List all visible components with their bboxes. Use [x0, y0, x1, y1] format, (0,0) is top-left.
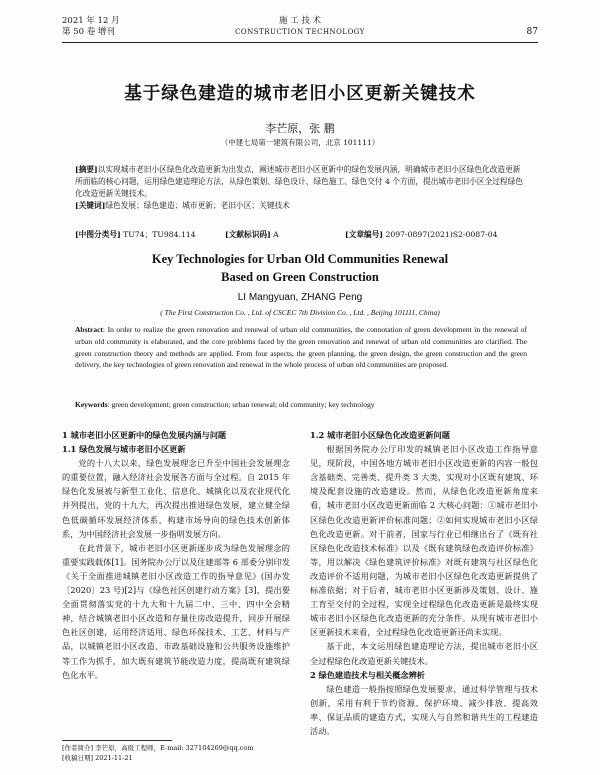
clc-label: [中图分类号]	[75, 230, 121, 239]
article-no-label: [文章编号]	[345, 230, 384, 239]
page-number: 87	[526, 27, 538, 37]
abstract-en	[75, 324, 527, 371]
received-date: [收稿日期] 2021-11-21	[62, 754, 133, 762]
journal-name-en: CONSTRUCTION TECHNOLOGY	[235, 28, 365, 36]
header-rule	[62, 42, 538, 43]
paragraph: 根据国务院办公厅印发的城镇老旧小区改造工作指导意见，现阶段，中国各地方城市老旧小区改造更新的内容一般包含基础类、完善类、提升类 3 大类，实现对小区既有建筑、环境及配套设施的改造建设。然而，从绿色化改造更新角度来看，城市老旧小区改造更新面临 2 大核心问题：①城市老旧小区绿色化改造更新评价标准问题；②如何实现城市老旧小区绿色化改造更新。对于前者，国家与行业已相继出台了《既有社区绿色化改造技术标准》以及《既有建筑绿色改造评价标准》等，用以解决《绿色建筑评价标准》对既有建筑与社区绿色化改造评价不适用问题，为城市老旧小区绿色化改造更新提供了标准依据；对于后者，城市老旧小区更新涉及策划、设计、施工育至交付的全过程，实现全过程绿色化改造更新是最终实现城市老旧小区绿色化改造更新的充分条件。从现有城市老旧小区更新技术来看，全过程绿色化改造更新还尚未实现。	[310, 444, 538, 638]
header-issue	[62, 16, 120, 38]
authors-cn: 李芒原，张 鹏	[265, 122, 335, 135]
title-en-line2: Based on Green Construction	[221, 270, 379, 284]
paragraph: 基于此，本文运用绿色建造理论方法，提出城市老旧小区全过程绿色化改造更新关键技术。	[310, 641, 538, 666]
section-1-2-heading: 1.2 城市老旧小区绿色化改造更新问题	[310, 430, 450, 440]
keywords-en	[75, 400, 527, 409]
author-note: [作者简介] 李芒原，高级工程师，E-mail: 327104269@qq.com	[62, 744, 254, 752]
header-journal	[200, 16, 400, 38]
abstract-cn-text: 以实现城市老旧小区绿色化改造更新为出发点，阐述城市老旧小区更新中的绿色发展内涵，明确城市老旧小区绿色化改造更新所面临的核心问题，运用绿色建造理论方法，从绿色策划、绿色设计、绿色施工、绿色交付 4 个方面，提出城市老旧小区全过程绿色化改造更新关键技术。	[75, 165, 523, 198]
abstract-en-label: Abstract	[75, 325, 103, 334]
affiliation-cn: （中建七局第一建筑有限公司，北京 101111）	[220, 138, 380, 147]
abstract-en-text: : In order to realize the green renovation and renewal of urban old communities, the connotation of green development in the renewal of urban old community is elaborated, and the core problems faced by the green renovation and renewal of urban old communities are clarified. The green construction theory and methods are applied. From four aspects, the green planning, the green design, the green construction and the green delivery, the key technologies of green renovation and renewal in the whole process of urban old communities are proposed.	[75, 325, 527, 370]
keywords-en-label: Keywords	[75, 400, 108, 409]
doc-code-value: A	[273, 230, 279, 239]
title-en-line1: Key Technologies for Urban Old Communities Renewal	[151, 252, 449, 266]
abstract-cn-label: [摘要]	[75, 165, 98, 174]
abstract-cn	[75, 164, 527, 212]
keywords-cn-text: 绿色发展；绿色建造；城市更新；老旧小区；关键技术	[105, 201, 290, 210]
journal-name-cn: 施 工 技 术	[278, 16, 322, 26]
body-right-column	[310, 428, 538, 738]
body-left-column	[62, 428, 290, 682]
paragraph: 党的十八大以来，绿色发展理念已升至中国社会发展理念的重要位置，融入经济社会发展各方面与全过程。自 2015 年绿色化发展被与新型工业化、信息化、城镇化以及农业现代化并列提出，党的十九大，再次提出推进绿色发展，建立健全绿色低碳循环发展经济体系，构建市场导向的绿色技术创新体系，为中国经济社会发展一步指明发展方向。	[62, 458, 290, 539]
title-en	[62, 250, 538, 286]
keywords-en-text: : green development; green construction; urban renewal; old community; key technology	[107, 400, 375, 409]
affiliation-en: ( The First Construction Co. , Ltd. of CSCEC 7th Division Co. , Ltd. , Beijing 101111, China)	[160, 308, 440, 317]
title-cn: 基于绿色建造的城市老旧小区更新关键技术	[124, 84, 476, 104]
header-volume: 第 50 卷 增刊	[62, 27, 115, 37]
classification-row	[75, 229, 527, 241]
section-2-heading: 2 绿色建造技术与相关概念辨析	[310, 669, 425, 680]
paragraph: 在此背景下，城市老旧小区更新逐步成为绿色发展理念的重要实践载体[1]。国务院办公厅以及住建部等 6 部委分别印发《关于全面推进城镇老旧小区改造工作的指导意见》(国办发〔2020〕23 号)[2]与《绿色社区创建行动方案》[3]，提出要全面贯彻落实党的十九大和十九届二中、三中、四中全会精神，结合城镇老旧小区改造和存量住房改造提升，同步开展绿色社区创建，运用经济适用、绿色环保技术、工艺、材料与产品，以城镇老旧小区改造、市政基础设施和公共服务设施维护等工作为抓手，加大既有建筑节能改造力度，提高既有建筑绿色化水平。	[62, 542, 290, 680]
paragraph: 绿色建造一般指按照绿色发展要求，通过科学管理与技术创新，采用有利于节约资源、保护环境、减少排放、提高效率、保证品质的建造方式，实现人与自然和谐共生的工程建造活动。	[310, 683, 538, 736]
doc-code-label: [文献标识码]	[225, 230, 271, 239]
footnote-rule	[62, 740, 172, 741]
keywords-cn-label: [关键词]	[75, 201, 106, 210]
authors-en: LI Mangyuan, ZHANG Peng	[237, 292, 363, 303]
section-1-heading: 1 城市老旧小区更新中的绿色发展内涵与问题	[62, 430, 227, 440]
clc-value: TU74；TU984.114	[123, 230, 196, 239]
article-no-value: 2097-0897(2021)S2-0087-04	[385, 230, 498, 239]
section-1-1-heading: 1.1 绿色发展与城市老旧小区更新	[62, 444, 186, 455]
footnotes	[62, 743, 253, 763]
header-date: 2021 年 12 月	[62, 16, 120, 26]
